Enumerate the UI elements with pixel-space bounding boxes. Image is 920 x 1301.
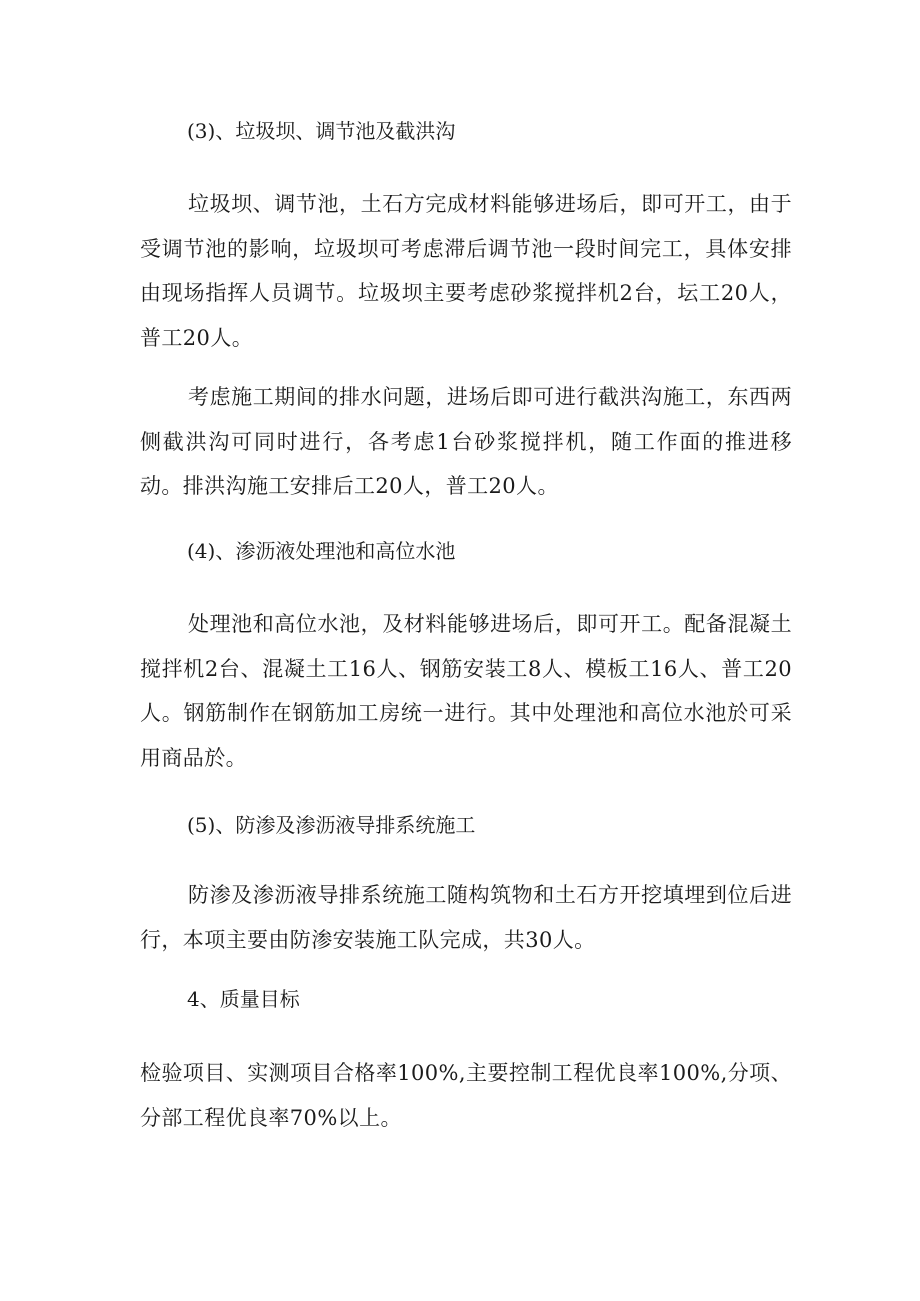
section-3-paragraph-1: 垃圾坝、调节池，土石方完成材料能够进场后，即可开工，由于受调节池的影响，垃圾坝可考虑滞后调节池一段时间完工，具体安排由现场指挥人员调节。垃圾坝主要考虑砂浆搅拌机2台，坛工20人，普工20人。 (140, 192, 792, 350)
section-4-heading: (4)、渗沥液处理池和高位水池 (187, 539, 456, 563)
quality-target-paragraph: 检验项目、实测项目合格率100%,主要控制工程优良率100%,分项、分部工程优良率70%以上。 (140, 1061, 792, 1130)
quality-target-heading: 4、质量目标 (187, 987, 300, 1011)
section-3-paragraph-2: 考虑施工期间的排水问题，进场后即可进行截洪沟施工，东西两侧截洪沟可同时进行，各考虑1台砂浆搅拌机，随工作面的推进移动。排洪沟施工安排后工20人，普工20人。 (140, 385, 792, 499)
section-3-heading: (3)、垃圾坝、调节池及截洪沟 (187, 119, 456, 143)
section-5-paragraph: 防渗及渗沥液导排系统施工随构筑物和土石方开挖填埋到位后进行，本项主要由防渗安装施工队完成，共30人。 (140, 883, 792, 952)
section-4-paragraph: 处理池和高位水池，及材料能够进场后，即可开工。配备混凝土搅拌机2台、混凝土工16人、钢筋安装工8人、模板工16人、普工20人。钢筋制作在钢筋加工房统一进行。其中处理池和高位水池於可采用商品於。 (140, 612, 792, 770)
section-5-heading: (5)、防渗及渗沥液导排系统施工 (187, 813, 476, 837)
